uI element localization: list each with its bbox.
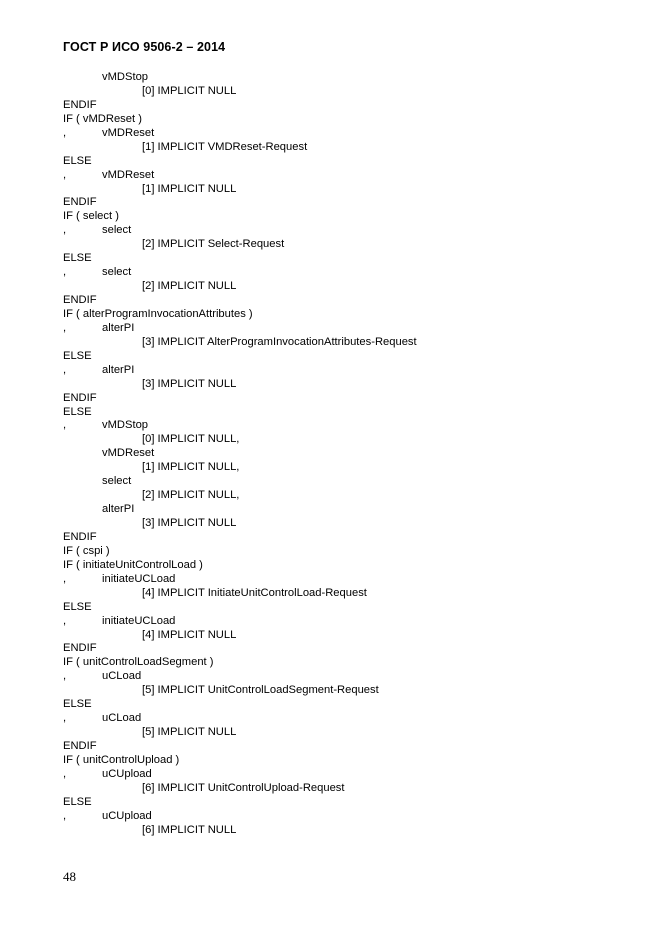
code-line: [63, 642, 623, 656]
code-line: [63, 824, 623, 838]
code-line: [63, 433, 623, 447]
code-line: [63, 712, 623, 726]
code-text: IF ( alterProgramInvocationAttributes ): [63, 307, 253, 320]
code-text: [3] IMPLICIT NULL: [142, 377, 237, 390]
code-line: [63, 810, 623, 824]
code-text: alterPI: [102, 363, 135, 376]
comma-separator: ,: [63, 614, 67, 627]
comma-separator: ,: [63, 572, 67, 585]
code-line: [63, 656, 623, 670]
code-line: [63, 782, 623, 796]
code-line: [63, 684, 623, 698]
code-text: vMDReset: [102, 126, 155, 139]
code-text: uCUpload: [102, 767, 152, 780]
code-text: alterPI: [102, 503, 135, 516]
code-text: IF ( cspi ): [63, 544, 110, 557]
code-text: ENDIF: [63, 196, 97, 209]
code-text: IF ( vMDReset ): [63, 112, 142, 125]
code-text: ELSE: [63, 600, 92, 613]
code-text: ENDIF: [63, 642, 97, 655]
comma-separator: ,: [63, 767, 67, 780]
code-text: uCLoad: [102, 670, 142, 683]
code-line: [63, 350, 623, 364]
code-text: initiateUCLoad: [102, 572, 176, 585]
code-text: uCUpload: [102, 809, 152, 822]
code-line: [63, 224, 623, 238]
code-line: [63, 670, 623, 684]
code-text: ENDIF: [63, 740, 97, 752]
code-text: select: [102, 224, 132, 237]
code-text: uCLoad: [102, 712, 142, 725]
code-text: vMDStop: [102, 419, 149, 432]
code-line: [63, 726, 623, 740]
code-text: [0] IMPLICIT NULL,: [142, 433, 240, 446]
code-text: [6] IMPLICIT UnitControlUpload-Request: [142, 781, 345, 794]
code-line: [63, 754, 623, 768]
code-line: [63, 71, 623, 85]
code-line: [63, 183, 623, 197]
code-line: [63, 252, 623, 266]
code-line: [63, 378, 623, 392]
code-text: [2] IMPLICIT Select-Request: [142, 238, 285, 251]
code-line: [63, 196, 623, 210]
document-header: ГОСТ Р ИСО 9506-2 – 2014: [63, 40, 226, 54]
code-text: [4] IMPLICIT NULL: [142, 628, 237, 641]
code-line: [63, 322, 623, 336]
code-line: [63, 545, 623, 559]
asn1-code-listing: [63, 71, 623, 838]
code-line: [63, 587, 623, 601]
comma-separator: ,: [63, 712, 67, 725]
code-text: IF ( initiateUnitControlLoad ): [63, 558, 203, 571]
code-line: [63, 517, 623, 531]
code-line: [63, 601, 623, 615]
code-line: [63, 740, 623, 754]
code-text: IF ( unitControlLoadSegment ): [63, 656, 214, 669]
code-text: [3] IMPLICIT AlterProgramInvocationAttributes-Request: [142, 335, 417, 348]
comma-separator: ,: [63, 363, 67, 376]
code-line: [63, 392, 623, 406]
code-line: [63, 155, 623, 169]
comma-separator: ,: [63, 670, 67, 683]
code-text: ELSE: [63, 698, 92, 711]
code-text: alterPI: [102, 321, 135, 334]
code-line: [63, 475, 623, 489]
comma-separator: ,: [63, 266, 67, 279]
code-line: [63, 85, 623, 99]
code-text: ENDIF: [63, 530, 97, 543]
code-text: initiateUCLoad: [102, 614, 176, 627]
code-text: vMDStop: [102, 71, 149, 83]
code-text: [1] IMPLICIT VMDReset-Request: [142, 140, 308, 153]
code-text: vMDReset: [102, 168, 155, 181]
code-line: [63, 629, 623, 643]
code-text: [2] IMPLICIT NULL,: [142, 489, 240, 502]
comma-separator: ,: [63, 419, 67, 432]
comma-separator: ,: [63, 224, 67, 237]
code-text: IF ( select ): [63, 210, 119, 223]
code-line: [63, 573, 623, 587]
code-line: [63, 210, 623, 224]
code-line: [63, 141, 623, 155]
code-line: [63, 698, 623, 712]
code-text: ENDIF: [63, 391, 97, 404]
code-line: [63, 266, 623, 280]
code-text: [2] IMPLICIT NULL: [142, 280, 237, 293]
code-text: IF ( unitControlUpload ): [63, 753, 180, 766]
code-line: [63, 503, 623, 517]
code-text: ENDIF: [63, 294, 97, 306]
code-line: [63, 768, 623, 782]
code-text: select: [102, 266, 132, 279]
code-text: ELSE: [63, 795, 92, 808]
code-line: [63, 559, 623, 573]
code-text: [3] IMPLICIT NULL: [142, 517, 237, 529]
code-text: ELSE: [63, 252, 92, 265]
comma-separator: ,: [63, 168, 67, 181]
code-line: [63, 280, 623, 294]
code-line: [63, 531, 623, 545]
code-text: [1] IMPLICIT NULL,: [142, 461, 240, 474]
code-line: [63, 615, 623, 629]
page-number: 48: [63, 869, 76, 884]
comma-separator: ,: [63, 321, 67, 334]
code-text: [4] IMPLICIT InitiateUnitControlLoad-Request: [142, 586, 367, 599]
code-line: [63, 336, 623, 350]
comma-separator: ,: [63, 126, 67, 139]
code-text: [5] IMPLICIT UnitControlLoadSegment-Request: [142, 684, 379, 697]
code-line: [63, 406, 623, 420]
code-line: [63, 99, 623, 113]
code-text: [1] IMPLICIT NULL: [142, 182, 237, 195]
code-line: [63, 364, 623, 378]
code-text: ENDIF: [63, 98, 97, 111]
code-text: ELSE: [63, 154, 92, 167]
code-line: [63, 796, 623, 810]
code-text: ELSE: [63, 349, 92, 362]
code-text: [0] IMPLICIT NULL: [142, 84, 237, 97]
code-line: [63, 447, 623, 461]
code-line: [63, 127, 623, 141]
code-text: vMDReset: [102, 447, 155, 460]
code-line: [63, 489, 623, 503]
code-line: [63, 461, 623, 475]
code-line: [63, 113, 623, 127]
code-line: [63, 294, 623, 308]
code-line: [63, 308, 623, 322]
code-line: [63, 419, 623, 433]
comma-separator: ,: [63, 809, 67, 822]
code-line: [63, 169, 623, 183]
code-text: select: [102, 475, 132, 488]
code-text: [6] IMPLICIT NULL: [142, 823, 237, 836]
code-text: [5] IMPLICIT NULL: [142, 726, 237, 739]
code-line: [63, 238, 623, 252]
code-text: ELSE: [63, 405, 92, 418]
